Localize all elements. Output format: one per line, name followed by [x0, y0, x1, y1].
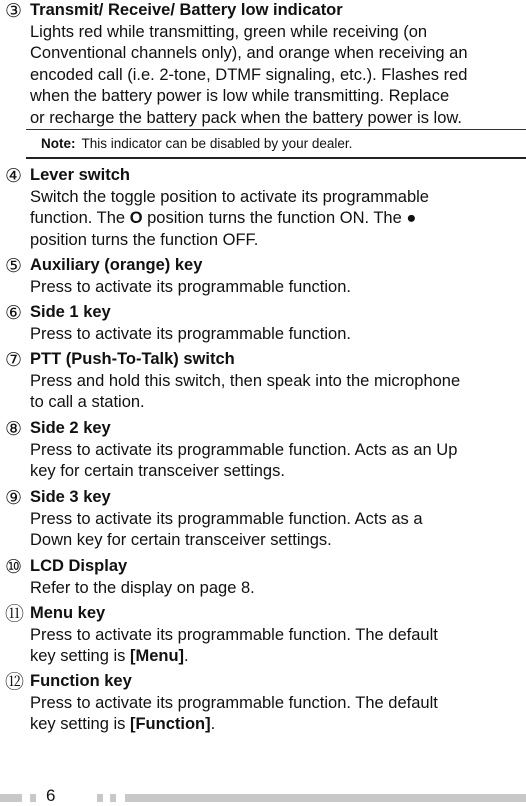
on-symbol: O [129, 209, 143, 227]
item-title: LCD Display [30, 557, 128, 575]
item-title: Transmit/ Receive/ Battery low indicator [30, 1, 343, 19]
description-line: encoded call (i.e. 2-tone, DTMF signaling, etc.). Flashes red [30, 65, 468, 84]
text-run: . [210, 715, 216, 733]
description-line: or recharge the battery pack when the battery power is low. [30, 108, 462, 127]
description-line: Press to activate its programmable function. Acts as an Up [30, 440, 458, 459]
item-title: Lever switch [30, 166, 130, 184]
description-line: Press to activate its programmable function. Acts as a [30, 509, 423, 528]
item-title: Side 2 key [30, 419, 111, 437]
description-line: Press to activate its programmable function. [30, 277, 351, 296]
footer-bar-segment [110, 794, 116, 802]
item-number: ⑥ [5, 302, 23, 324]
description-line: Refer to the display on page 8. [30, 578, 255, 597]
item-number: ⑪ [5, 603, 25, 625]
item-number: ⑩ [5, 556, 23, 578]
footer-bar-long [125, 794, 526, 802]
description-line: Switch the toggle position to activate its programmable [30, 187, 429, 206]
description-line: when the battery power is low while transmitting. Replace [30, 87, 450, 105]
item-number: ⑤ [5, 255, 23, 277]
item-description [30, 277, 523, 299]
description-line: key for certain transceiver settings. [30, 462, 285, 480]
page-number: 6 [46, 786, 56, 805]
description-line: to call a station. [30, 393, 145, 411]
item-description [30, 578, 523, 600]
item-description [30, 324, 523, 346]
description-line [30, 646, 523, 668]
item-number: ⑦ [5, 349, 23, 371]
item-title: Function key [30, 672, 132, 690]
item-description [30, 440, 523, 483]
note-text: This indicator can be disabled by your dealer. [81, 136, 353, 151]
item-number: ③ [5, 0, 23, 22]
item-title: Auxiliary (orange) key [30, 256, 203, 274]
description-line [30, 208, 523, 230]
text-run: key setting is [30, 715, 130, 733]
description-line: Press to activate its programmable function. The default [30, 693, 438, 712]
text-run: . [184, 647, 189, 665]
description-line: Press to activate its programmable function. The default [30, 625, 438, 644]
description-line: position turns the function OFF. [30, 230, 259, 249]
item-number: ⑨ [5, 487, 23, 509]
footer-bar-segment [30, 794, 36, 802]
page-footer [0, 783, 526, 804]
description-line [30, 714, 523, 736]
description-line: Lights red while transmitting, green while receiving (on [30, 22, 428, 41]
item-number: ⑫ [5, 671, 25, 693]
item-number: ⑧ [5, 418, 23, 440]
text-run: key setting is [30, 647, 130, 665]
item-number: ④ [5, 165, 23, 187]
item-title: Side 3 key [30, 488, 111, 506]
text-run: function. The [30, 209, 130, 227]
item-title: Side 1 key [30, 303, 111, 321]
description-line: Press to activate its programmable function. [30, 324, 351, 343]
text-run: position turns the function ON. The ● [142, 209, 417, 227]
key-name: [Menu] [129, 647, 185, 665]
item-description [30, 509, 523, 552]
footer-bar-segment [97, 794, 103, 802]
item-description [30, 625, 523, 668]
item-title: PTT (Push-To-Talk) switch [30, 350, 235, 368]
footer-bar-segment [0, 794, 22, 802]
description-line: Conventional channels only), and orange when receiving an [30, 44, 468, 62]
item-description [30, 187, 523, 252]
item-description [30, 22, 523, 130]
item-description [30, 693, 523, 736]
note-label: Note: [41, 136, 76, 151]
note-box [26, 129, 526, 159]
key-name: [Function] [129, 715, 211, 733]
item-description [30, 371, 523, 414]
item-title: Menu key [30, 604, 106, 622]
description-line: Press and hold this switch, then speak into the microphone [30, 371, 461, 390]
description-line: Down key for certain transceiver settings. [30, 531, 332, 549]
